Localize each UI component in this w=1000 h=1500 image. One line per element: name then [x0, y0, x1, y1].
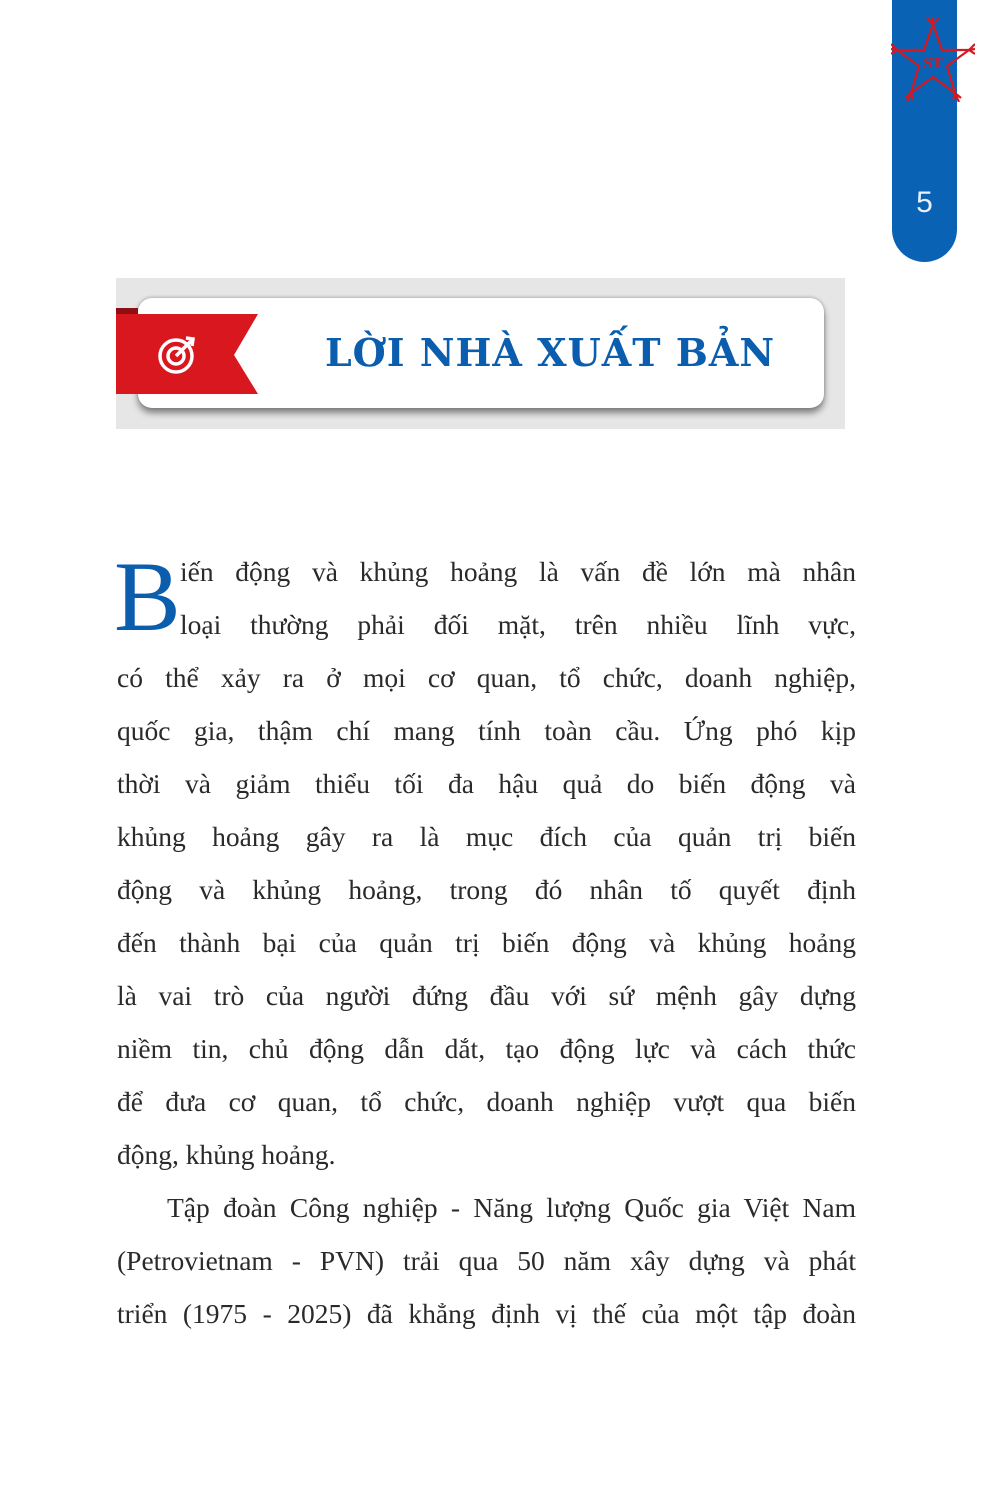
text-line: khủng hoảng gây ra là mục đích của quản trị biến: [117, 821, 856, 852]
text-line: Tập đoàn Công nghiệp - Năng lượng Quốc gia Việt Nam: [167, 1192, 856, 1223]
text-line: iến động và khủng hoảng là vấn đề lớn mà nhân: [180, 556, 856, 587]
drop-cap: B: [114, 541, 181, 652]
heading-ribbon: [116, 308, 258, 394]
text-line: loại thường phải đối mặt, trên nhiều lĩnh vực,: [180, 609, 856, 640]
text-line: có thể xảy ra ở mọi cơ quan, tổ chức, doanh nghiệp,: [117, 662, 856, 693]
text-line: đến thành bại của quản trị biến động và khủng hoảng: [117, 927, 856, 958]
body-text: [114, 541, 856, 1340]
publisher-logo-star-icon: [891, 18, 975, 102]
section-heading: LỜI NHÀ XUẤT BẢN: [324, 330, 776, 375]
text-line: là vai trò của người đứng đầu với sứ mệnh gây dựng: [117, 980, 856, 1011]
text-line: (Petrovietnam - PVN) trải qua 50 năm xây dựng và phát: [117, 1245, 856, 1276]
text-line: quốc gia, thậm chí mang tính toàn cầu. Ứng phó kịp: [117, 715, 856, 746]
text-line: triển (1975 - 2025) đã khẳng định vị thế của một tập đoàn: [117, 1298, 856, 1329]
text-line: thời và giảm thiểu tối đa hậu quả do biến động và: [117, 768, 856, 799]
page-number: 5: [916, 186, 933, 219]
text-line: động, khủng hoảng.: [117, 1139, 336, 1170]
svg-text:ST: ST: [923, 55, 943, 72]
text-line: để đưa cơ quan, tổ chức, doanh nghiệp vượt qua biến: [117, 1086, 856, 1117]
text-line: động và khủng hoảng, trong đó nhân tố quyết định: [117, 874, 856, 905]
text-line: niềm tin, chủ động dẫn dắt, tạo động lực và cách thức: [117, 1033, 856, 1064]
